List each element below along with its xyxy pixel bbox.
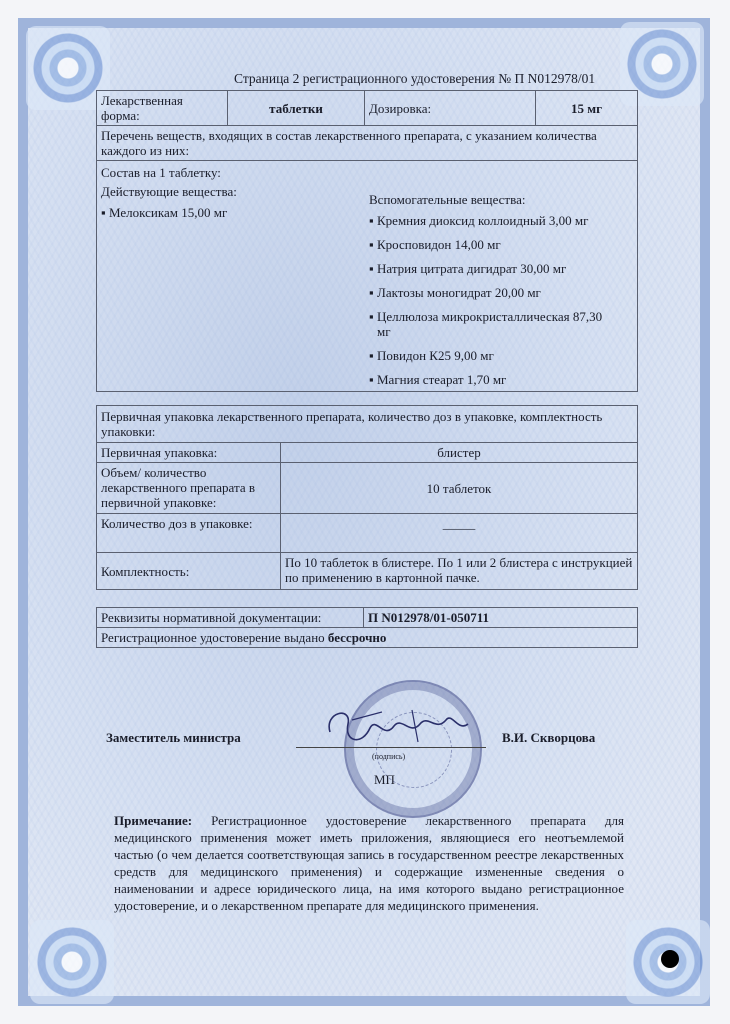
list-item: ▪ Мелоксикам 15,00 мг xyxy=(101,205,228,220)
doses-value: _____ xyxy=(281,514,638,553)
primary-value: блистер xyxy=(281,443,638,463)
dosage-value: 15 мг xyxy=(536,91,638,126)
list-item: ▪ Кросповидон 14,00 мг xyxy=(369,237,501,252)
excipient-label: Вспомогательные вещества: xyxy=(369,192,526,207)
packaging-table xyxy=(96,405,638,590)
completeness-label: Комплектность: xyxy=(97,553,281,590)
handwritten-signature xyxy=(322,702,472,752)
list-item: ▪ Целлюлоза микрокристаллическая 87,30 мг xyxy=(369,309,603,339)
normative-table xyxy=(96,607,638,648)
list-item: ▪ Лактозы моногидрат 20,00 мг xyxy=(369,285,541,300)
signature-caption: (подпись) xyxy=(372,752,406,761)
punch-hole xyxy=(661,950,679,968)
active-label: Действующие вещества: xyxy=(101,184,237,199)
per-tablet-label: Состав на 1 таблетку: xyxy=(101,165,221,180)
doses-label: Количество доз в упаковке: xyxy=(97,514,281,553)
registration-text: Регистрационное удостоверение выдано xyxy=(101,630,328,645)
form-value: таблетки xyxy=(228,91,365,126)
list-item: ▪ Магния стеарат 1,70 мг xyxy=(369,372,507,387)
dosage-label: Дозировка: xyxy=(365,91,536,126)
list-item: ▪ Повидон К25 9,00 мг xyxy=(369,348,494,363)
active-list xyxy=(101,205,369,220)
mp-label: МП xyxy=(374,772,395,787)
signer-name: В.И. Скворцова xyxy=(502,730,596,745)
composition-table xyxy=(96,90,638,392)
registration-term: бессрочно xyxy=(327,630,387,645)
list-item: ▪ Натрия цитрата дигидрат 30,00 мг xyxy=(369,261,567,276)
note-paragraph xyxy=(114,812,624,914)
excipient-column xyxy=(369,184,633,387)
normative-label: Реквизиты нормативной документации: xyxy=(97,608,364,628)
excipient-list xyxy=(369,213,633,387)
note-text: Регистрационное удостоверение лекарственного препарата для медицинского применения может иметь приложения, являющиеся его неотъемлемой частью (о чем делается соответствующая запись в государственном реестре лекарственных средств для медицинского применения) и содержащие измененные сведения о наименовании и адресе юридического лица, на имя которого выдано регистрационное удостоверение, и о лекарственном препарате для медицинского применения. xyxy=(114,813,624,913)
signer-position: Заместитель министра xyxy=(106,730,241,745)
primary-label: Первичная упаковка: xyxy=(97,443,281,463)
volume-value: 10 таблеток xyxy=(281,463,638,514)
form-label: Лекарственная форма: xyxy=(97,91,228,126)
composition-cell xyxy=(97,161,638,392)
signature-line xyxy=(296,747,486,748)
normative-value: П N012978/01-050711 xyxy=(364,608,638,628)
corner-ornament-bottom-left xyxy=(30,920,114,1004)
substances-header: Перечень веществ, входящих в состав лекарственного препарата, с указанием количества каждого из них: xyxy=(97,126,638,161)
packaging-header: Первичная упаковка лекарственного препарата, количество доз в упаковке, комплектность упаковки: xyxy=(97,406,638,443)
volume-label: Объем/ количество лекарственного препарата в первичной упаковке: xyxy=(97,463,281,514)
note-label: Примечание: xyxy=(114,813,193,828)
page-title: Страница 2 регистрационного удостоверения № П N012978/01 xyxy=(234,71,596,86)
registration-row xyxy=(97,628,638,648)
completeness-value: По 10 таблеток в блистере. По 1 или 2 блистера с инструкцией по применению в картонной пачке. xyxy=(281,553,638,590)
active-column xyxy=(101,184,369,387)
list-item: ▪ Кремния диоксид коллоидный 3,00 мг xyxy=(369,213,589,228)
